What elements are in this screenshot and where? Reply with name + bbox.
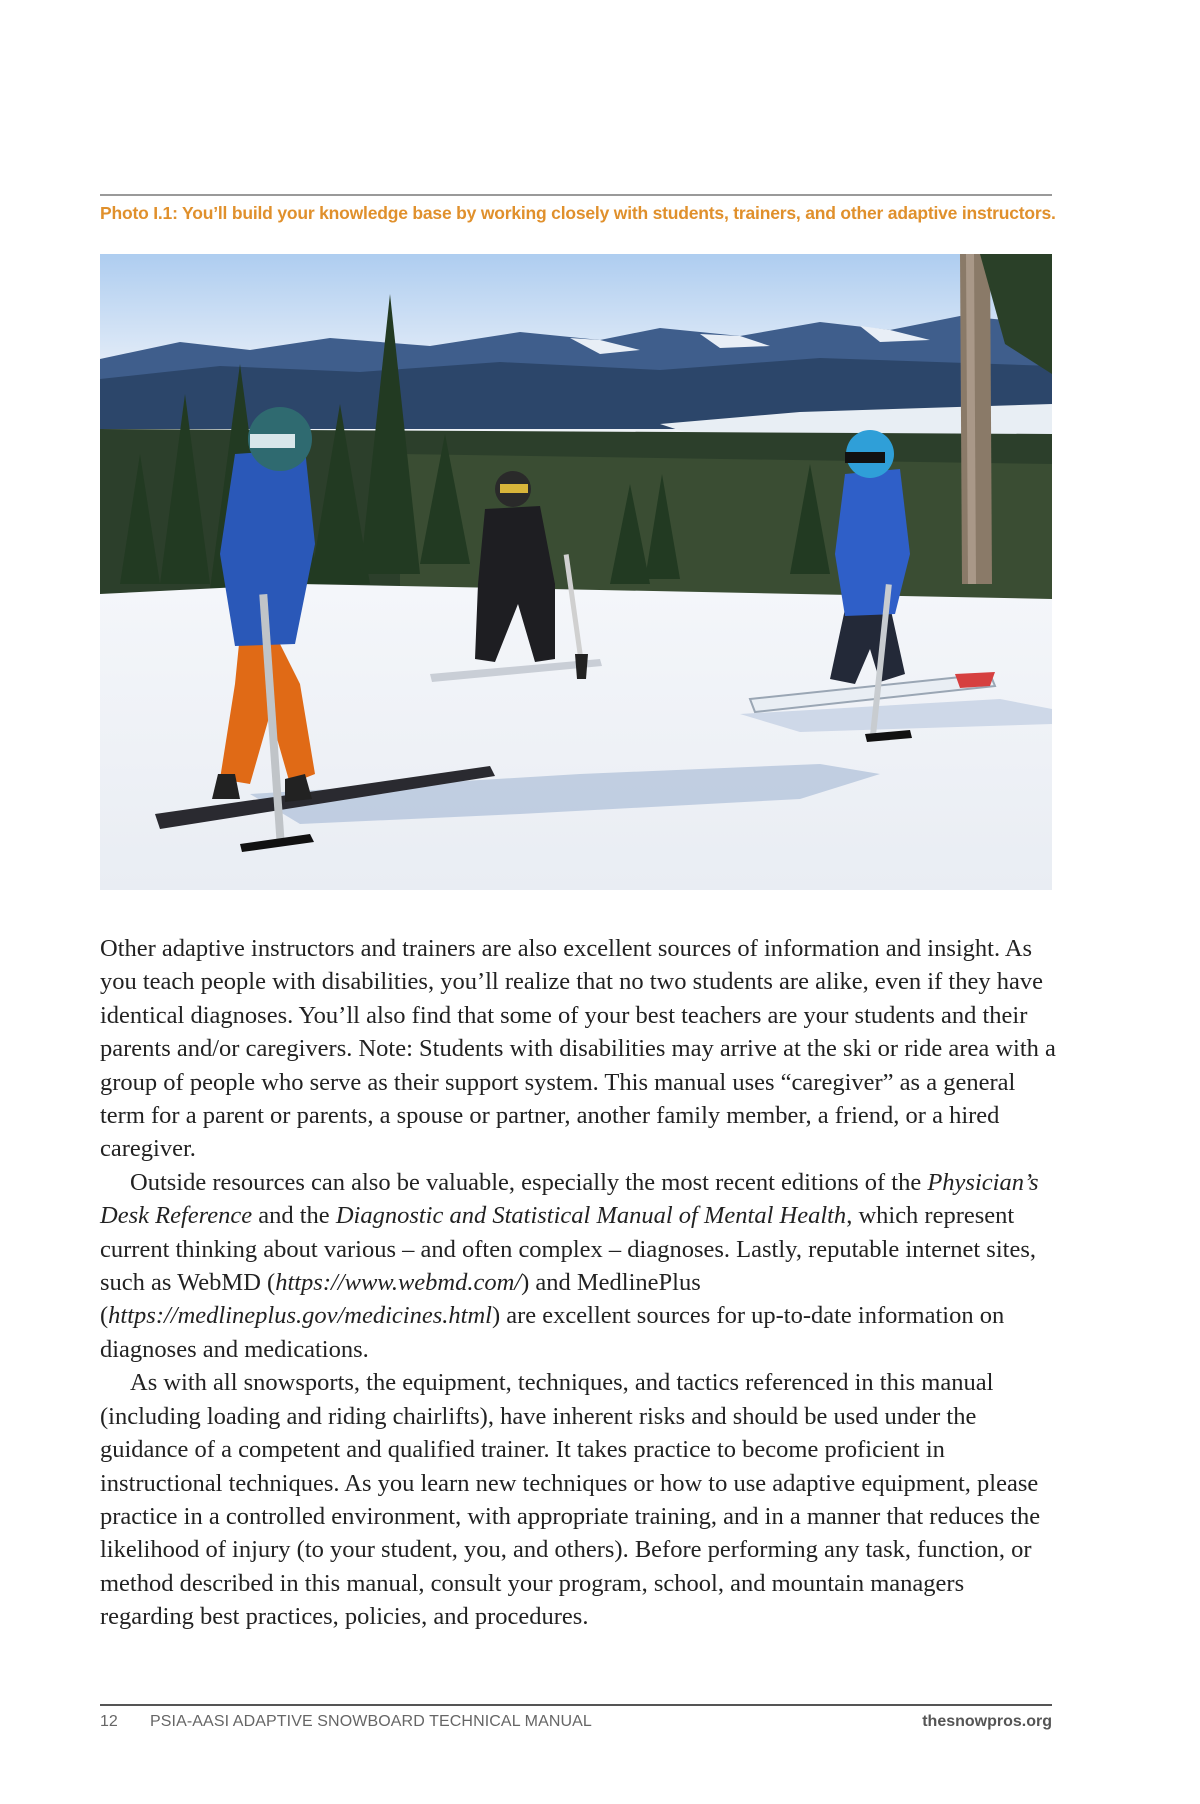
paragraph-2-text-2: and the [252, 1202, 336, 1230]
paragraph-2-text-5: ) are excellent sources for up-to-date information on diagnoses and medications. [100, 1302, 1005, 1363]
footer-rule [100, 1704, 1052, 1706]
paragraph-2-text-3: , which represent current thinking about various – and often complex – diagnoses. Lastly, reputable internet sites, such as WebMD ( [100, 1202, 1036, 1297]
paragraph-2 [100, 1166, 1060, 1366]
paragraph-1: Other adaptive instructors and trainers are also excellent sources of information and insight. As you teach people with disabilities, you’ll realize that no two students are alike, even if they have identical diagnoses. You’ll also find that some of your best teachers are your students and their parents and/or caregivers. Note: Students with disabilities may arrive at the ski or ride area with a group of people who serve as their support system. This manual uses “caregiver” as a general term for a parent or parents, a spouse or partner, another family member, a friend, or a hired caregiver. [100, 935, 1056, 1163]
paragraph-2-text-4: ) and MedlinePlus ( [100, 1269, 701, 1330]
reference-pdr: Physician’s Desk Reference [100, 1168, 1039, 1230]
photo-caption: Photo I.1: You’ll build your knowledge base by working closely with students, trainers, and other adaptive instructors. [100, 203, 1056, 223]
webmd-url: https://www.webmd.com/ [275, 1269, 522, 1297]
body-text [100, 932, 1060, 1634]
manual-title: PSIA-AASI ADAPTIVE SNOWBOARD TECHNICAL MANUAL [150, 1713, 592, 1730]
reference-dsm: Diagnostic and Statistical Manual of Mental Health [335, 1202, 847, 1230]
page-footer [100, 1713, 1052, 1737]
website-link[interactable]: thesnowpros.org [922, 1713, 1052, 1730]
caption-top-rule [100, 194, 1052, 196]
page-number: 12 [100, 1713, 118, 1730]
photo-illustration [100, 254, 1052, 890]
medlineplus-url: https://medlineplus.gov/medicines.html [108, 1302, 492, 1330]
paragraph-3: As with all snowsports, the equipment, techniques, and tactics referenced in this manual (including loading and riding chairlifts), have inherent risks and should be used under the guidance of a competent and qualified trainer. It takes practice to become proficient in instructional techniques. As you learn new techniques or how to use adaptive equipment, please practice in a controlled environment, with appropriate training, and in a manner that reduces the likelihood of injury (to your student, you, and others). Before performing any task, function, or method described in this manual, consult your program, school, and mountain managers regarding best practices, policies, and procedures. [100, 1369, 1041, 1631]
paragraph-2-text-1: Outside resources can also be valuable, especially the most recent editions of the [130, 1168, 928, 1196]
snowboard-lesson-photo [100, 254, 1052, 890]
